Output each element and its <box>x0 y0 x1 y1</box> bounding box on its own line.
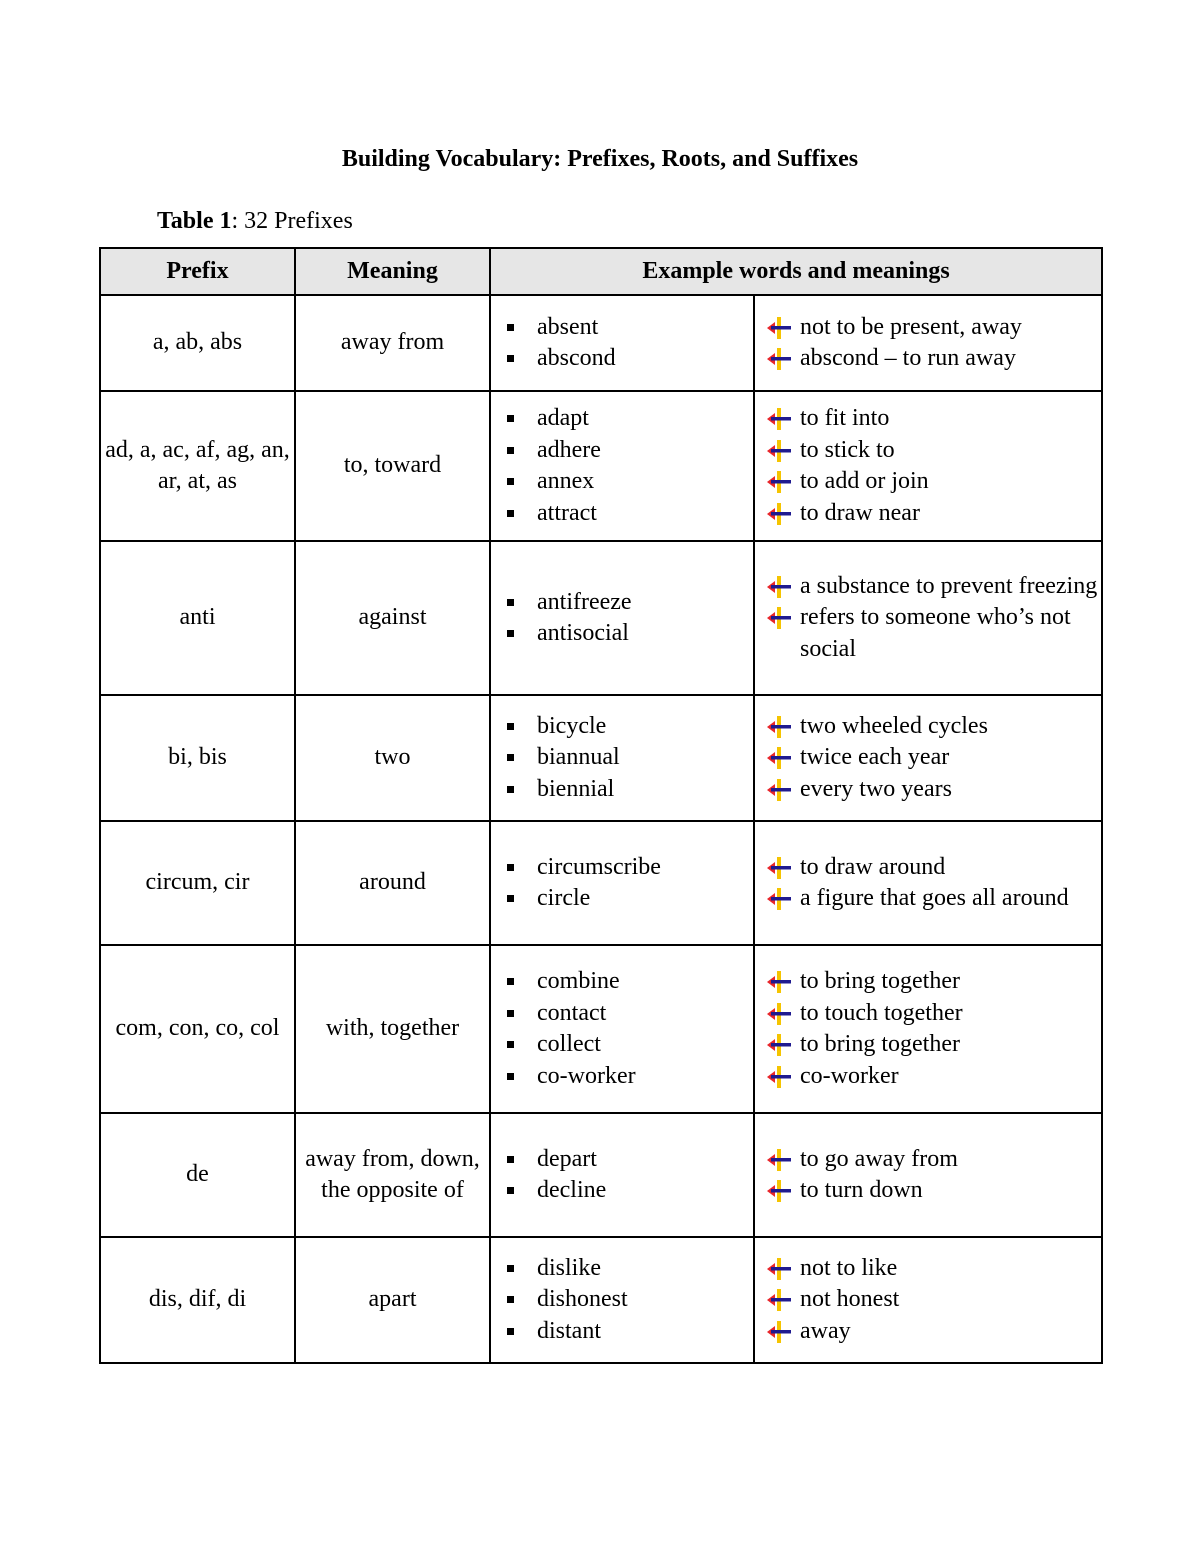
definition-item <box>765 1284 1101 1316</box>
prefix-cell: a, ab, abs <box>100 295 295 391</box>
prefix-cell: dis, dif, di <box>100 1237 295 1363</box>
definition-text: to bring together <box>800 968 960 994</box>
example-words-cell <box>490 1113 754 1237</box>
definition-item <box>765 602 1101 665</box>
definition-text: to turn down <box>800 1177 923 1203</box>
arrow-bullet-icon <box>767 746 791 770</box>
definition-item <box>765 498 1101 530</box>
definitions-cell <box>754 1237 1102 1363</box>
definitions-list <box>755 966 1101 1092</box>
example-word: circumscribe <box>505 852 753 884</box>
arrow-bullet-icon <box>767 778 791 802</box>
example-words-cell <box>490 391 754 541</box>
definition-item <box>765 1061 1101 1093</box>
definitions-list <box>755 1144 1101 1207</box>
example-word: antisocial <box>505 618 753 650</box>
example-word: attract <box>505 498 753 530</box>
arrow-bullet-icon <box>767 1002 791 1026</box>
arrow-bullet-icon <box>767 439 791 463</box>
example-words-list <box>491 966 753 1092</box>
definition-text: to touch together <box>800 999 963 1026</box>
example-words-list <box>491 1253 753 1348</box>
table-row <box>100 295 1102 391</box>
definition-text: not honest <box>800 1286 900 1313</box>
definition-item <box>765 1253 1101 1285</box>
definitions-cell <box>754 695 1102 821</box>
definition-item <box>765 883 1101 915</box>
definitions-cell <box>754 1113 1102 1237</box>
arrow-bullet-icon <box>767 407 791 431</box>
definition-item <box>765 343 1101 375</box>
table-row <box>100 541 1102 695</box>
definitions-list <box>755 403 1101 529</box>
arrow-bullet-icon <box>767 856 791 880</box>
table-row <box>100 695 1102 821</box>
table-row <box>100 391 1102 541</box>
prefix-cell: anti <box>100 541 295 695</box>
definition-item <box>765 742 1101 774</box>
example-word: antifreeze <box>505 587 753 619</box>
example-word: depart <box>505 1144 753 1176</box>
table-caption-text: : 32 Prefixes <box>231 208 353 234</box>
definition-text: two wheeled cycles <box>800 712 988 739</box>
definition-text: a figure that goes all around <box>800 885 1069 911</box>
definition-item <box>765 466 1101 498</box>
definition-text: to add or join <box>800 468 929 494</box>
definition-item <box>765 435 1101 467</box>
definitions-cell <box>754 821 1102 945</box>
example-word: contact <box>505 998 753 1030</box>
definition-text: not to be present, away <box>800 313 1022 340</box>
example-word: bicycle <box>505 711 753 743</box>
arrow-bullet-icon <box>767 715 791 739</box>
example-words-list <box>491 852 753 915</box>
example-word: annex <box>505 466 753 498</box>
example-words-cell <box>490 295 754 391</box>
arrow-bullet-icon <box>767 316 791 340</box>
example-word: dislike <box>505 1253 753 1285</box>
meaning-cell: away from <box>295 295 490 391</box>
definitions-list <box>755 571 1101 666</box>
header-meaning: Meaning <box>295 248 490 295</box>
arrow-bullet-icon <box>767 1148 791 1172</box>
table-row <box>100 1113 1102 1237</box>
example-words-cell <box>490 945 754 1113</box>
definition-text: to draw around <box>800 853 946 880</box>
table-row <box>100 945 1102 1113</box>
meaning-cell: apart <box>295 1237 490 1363</box>
example-words-cell <box>490 821 754 945</box>
table-body <box>100 295 1102 1363</box>
definition-item <box>765 403 1101 435</box>
example-word: biennial <box>505 774 753 806</box>
definition-text: to go away from <box>800 1145 958 1172</box>
table-row <box>100 821 1102 945</box>
header-examples: Example words and meanings <box>490 248 1102 295</box>
header-prefix: Prefix <box>100 248 295 295</box>
example-word: decline <box>505 1175 753 1207</box>
meaning-cell: away from, down, the opposite of <box>295 1113 490 1237</box>
definition-text: abscond – to run away <box>800 345 1016 371</box>
definition-text: not to like <box>800 1254 898 1281</box>
definition-item <box>765 1144 1101 1176</box>
definition-text: to stick to <box>800 436 895 463</box>
definitions-list <box>755 1253 1101 1348</box>
arrow-bullet-icon <box>767 1179 791 1203</box>
arrow-bullet-icon <box>767 1065 791 1089</box>
example-word: abscond <box>505 343 753 375</box>
example-word: dishonest <box>505 1284 753 1316</box>
prefix-cell: bi, bis <box>100 695 295 821</box>
arrow-bullet-icon <box>767 502 791 526</box>
arrow-bullet-icon <box>767 470 791 494</box>
example-words-list <box>491 1144 753 1207</box>
definitions-cell <box>754 295 1102 391</box>
prefix-cell: de <box>100 1113 295 1237</box>
example-word: adhere <box>505 435 753 467</box>
example-words-cell <box>490 1237 754 1363</box>
table-row <box>100 1237 1102 1363</box>
definition-text: to draw near <box>800 499 920 526</box>
example-word: absent <box>505 312 753 344</box>
example-word: distant <box>505 1316 753 1348</box>
table-caption <box>157 206 353 236</box>
example-word: circle <box>505 883 753 915</box>
example-words-cell <box>490 695 754 821</box>
definition-item <box>765 774 1101 806</box>
arrow-bullet-icon <box>767 575 791 599</box>
definition-item <box>765 998 1101 1030</box>
example-words-list <box>491 711 753 806</box>
meaning-cell: against <box>295 541 490 695</box>
meaning-cell: around <box>295 821 490 945</box>
example-word: combine <box>505 966 753 998</box>
prefix-table <box>99 247 1103 1364</box>
meaning-cell: two <box>295 695 490 821</box>
arrow-bullet-icon <box>767 606 791 630</box>
example-word: co-worker <box>505 1061 753 1093</box>
definition-item <box>765 1175 1101 1207</box>
example-word: adapt <box>505 403 753 435</box>
arrow-bullet-icon <box>767 1033 791 1057</box>
definition-text: co-worker <box>800 1062 899 1089</box>
definition-text: refers to someone who’s not social <box>800 604 1071 662</box>
example-words-cell <box>490 541 754 695</box>
prefix-cell: com, con, co, col <box>100 945 295 1113</box>
arrow-bullet-icon <box>767 1320 791 1344</box>
arrow-bullet-icon <box>767 970 791 994</box>
meaning-cell: to, toward <box>295 391 490 541</box>
definition-text: away <box>800 1317 851 1344</box>
document-title: Building Vocabulary: Prefixes, Roots, and Suffixes <box>341 146 859 172</box>
definition-item <box>765 1029 1101 1061</box>
definitions-list <box>755 711 1101 806</box>
definitions-list <box>755 852 1101 915</box>
table-header-row <box>100 248 1102 295</box>
arrow-bullet-icon <box>767 1257 791 1281</box>
definition-item <box>765 852 1101 884</box>
example-word: collect <box>505 1029 753 1061</box>
definition-item <box>765 571 1101 603</box>
definition-item <box>765 711 1101 743</box>
example-words-list <box>491 587 753 650</box>
definition-text: every two years <box>800 775 952 802</box>
definition-item <box>765 966 1101 998</box>
prefix-cell: circum, cir <box>100 821 295 945</box>
meaning-cell: with, together <box>295 945 490 1113</box>
definitions-cell <box>754 391 1102 541</box>
definition-text: twice each year <box>800 744 950 771</box>
table-caption-label: Table 1 <box>157 208 232 234</box>
definition-text: to bring together <box>800 1031 960 1057</box>
definitions-list <box>755 312 1101 375</box>
definition-item <box>765 1316 1101 1348</box>
prefix-cell: ad, a, ac, af, ag, an, ar, at, as <box>100 391 295 541</box>
arrow-bullet-icon <box>767 347 791 371</box>
definitions-cell <box>754 945 1102 1113</box>
definition-item <box>765 312 1101 344</box>
definition-text: a substance to prevent freezing <box>800 572 1098 599</box>
definitions-cell <box>754 541 1102 695</box>
example-words-list <box>491 403 753 529</box>
example-words-list <box>491 312 753 375</box>
arrow-bullet-icon <box>767 1288 791 1312</box>
example-word: biannual <box>505 742 753 774</box>
definition-text: to fit into <box>800 405 890 431</box>
arrow-bullet-icon <box>767 887 791 911</box>
